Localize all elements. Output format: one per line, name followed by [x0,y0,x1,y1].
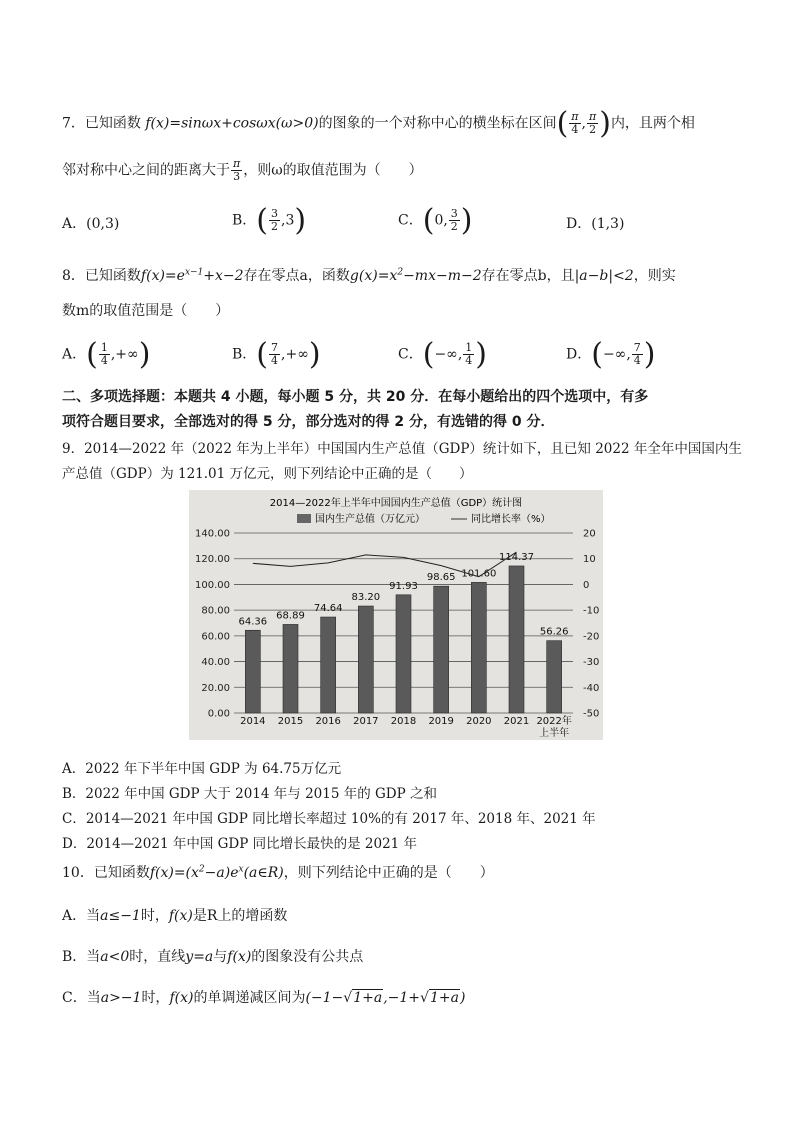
legend-bar-swatch [297,514,311,523]
q7-number: 7． [62,115,85,132]
q7-text: 已知函数 [84,115,141,132]
q7-option-b: B．( $\frac{3}{2}$ ,3) [232,203,307,238]
legend-bar-label: 国内生产总值（万亿元） [315,514,425,525]
x-tick-label: 2021 [503,716,530,727]
gdp-bar [358,606,373,713]
legend-line-label: 同比增长率（%） [471,514,551,525]
bar-value-label: 68.89 [276,610,305,622]
q8-number: 8． [62,268,85,284]
y-right-tick-label: -50 [583,708,600,720]
y-right-tick-label: 20 [583,528,596,540]
bar-value-label: 64.36 [238,616,268,628]
gdp-bar [321,617,336,713]
chart-title: 2014—2022年上半年中国国内生产总值（GDP）统计图 [269,498,523,509]
q9-option-c: C．2014—2021 年中国 GDP 同比增长率超过 10%的有 2017 年、2018 年、2021 年 [62,811,596,827]
q10-option-b: B．当a<0时，直线y=a与f(x)的图象没有公共点 [62,949,364,965]
q7-text: ，则ω的取值范围为（ ） [243,162,423,179]
y-left-tick-label: 20.00 [201,682,230,694]
gdp-chart-svg [189,490,603,740]
q10-line1: 10．已知函数$f(x)=(x^2-a)e^x(a\in R)$，则下列结论中正确的是（ ） [62,864,494,881]
x-tick-label: 2017 [353,716,379,727]
x-tick-label: 2019 [428,716,454,727]
y-left-tick-label: 140.00 [195,528,230,540]
q7-line1: 7．已知函数 f(x)=sinωx+cosωx(ω>0)的图象的一个对称中心的横坐标在区间( $\frac{\pi}{4}$ , $\frac{\pi}{2}$ )内，且两个相 [62,106,695,141]
q9-option-d: D．2014—2021 年中国 GDP 同比增长最快的是 2021 年 [62,836,418,852]
q7-text: 内，且两个相 [610,115,695,132]
q7-option-d: D．(1,3) [566,216,625,232]
q9-line2: 产总值（GDP）为 121.01 万亿元，则下列结论中正确的是（ ） [62,466,473,482]
gdp-bar [245,630,260,713]
bar-value-label: 101.60 [461,568,497,580]
bar-value-label: 83.20 [351,592,381,604]
gdp-bar [396,595,411,713]
y-left-tick-label: 40.00 [201,657,230,669]
q7-line2 [62,158,423,183]
q9-option-a: A．2022 年下半年中国 GDP 为 64.75万亿元 [62,761,342,777]
paren-left: ( [556,106,569,141]
gdp-chart [189,490,603,740]
x-tick-label: 2018 [390,716,417,727]
y-right-tick-label: 10 [583,554,596,566]
y-right-tick-label: -30 [583,657,600,669]
y-left-tick-label: 0.00 [207,708,230,720]
q7-text: 邻对称中心之间的距离大于 [62,162,230,179]
bar-value-label: 56.26 [539,626,569,638]
x-tick-label: 2015 [277,716,304,727]
gdp-bar [547,641,562,713]
q7-option-c: C．(0, $\frac{3}{2}$ ) [398,203,473,238]
q8-option-b: B．( $\frac{7}{4}$ ,+∞) [232,337,321,372]
q7-frac-b: $\frac{\pi}{2}$ [588,110,597,136]
x-tick-label: 2020 [466,716,492,727]
x-tick-label: 2022年 [536,716,572,727]
q8-option-d: D．(−∞, $\frac{7}{4}$ ) [566,337,656,372]
y-right-tick-label: -10 [583,605,600,617]
y-left-tick-label: 80.00 [201,605,230,617]
bar-value-label: 74.64 [313,603,343,615]
q8-option-a: A．( $\frac{1}{4}$ ,+∞) [62,337,151,372]
section2-line2: 项符合题目要求，全部选对的得 5 分，部分选对的得 2 分，有选错的得 0 分． [62,414,555,430]
q7-function: f(x)=sinωx+cosωx(ω>0) [145,115,319,132]
q7-option-a: A．(0,3) [62,216,120,232]
bar-value-label: 98.65 [426,572,456,584]
q8-line1: 8．已知函数$f(x)=e^{x-1}+x-2$存在零点a，函数$g(x)=x^2-mx-m-2$存在零点b，且|a−b|<2，则实 [62,267,676,284]
y-left-tick-label: 120.00 [195,554,230,566]
x-tick-label: 2016 [315,716,341,727]
q8-line2: 数m的取值范围是（ ） [62,303,230,319]
bar-value-label: 114.37 [499,551,534,563]
y-right-tick-label: -40 [583,682,600,694]
q7-frac-a: $\frac{\pi}{4}$ [571,110,579,136]
y-left-tick-label: 60.00 [201,631,230,643]
paren-right: ) [599,106,611,141]
gdp-bar [509,566,524,713]
q8-option-c: C．(−∞, $\frac{1}{4}$ ) [398,337,487,372]
q7-frac-dist: $\frac{\pi}{3}$ [233,157,241,183]
q9-line1: 9．2014—2022 年（2022 年为上半年）中国国内生产总值（GDP）统计如下，且已知 2022 年全年中国国内生 [62,441,742,457]
q10-option-a: A．当a≤−1时，f(x)是R上的增函数 [62,908,288,924]
y-right-tick-label: -20 [583,631,600,643]
x-tick-label: 上半年 [539,728,570,739]
q10-option-c: C．当a>−1时，f(x)的单调递减区间为(−1−√1+a,−1+√1+a) [62,990,466,1006]
y-left-tick-label: 100.00 [195,579,230,591]
y-right-tick-label: 0 [583,579,590,591]
q9-option-b: B．2022 年中国 GDP 大于 2014 年与 2015 年的 GDP 之和 [62,786,437,802]
gdp-bar [434,586,449,713]
x-tick-label: 2014 [240,716,266,727]
gdp-bar [283,624,298,713]
bar-value-label: 91.93 [389,580,418,592]
section2-line1: 二、多项选择题：本题共 4 小题，每小题 5 分，共 20 分．在每小题给出的四个选项中，有多 [62,389,649,405]
q7-text: 的图象的一个对称中心的横坐标在区间 [318,115,557,132]
gdp-bar [471,582,486,713]
